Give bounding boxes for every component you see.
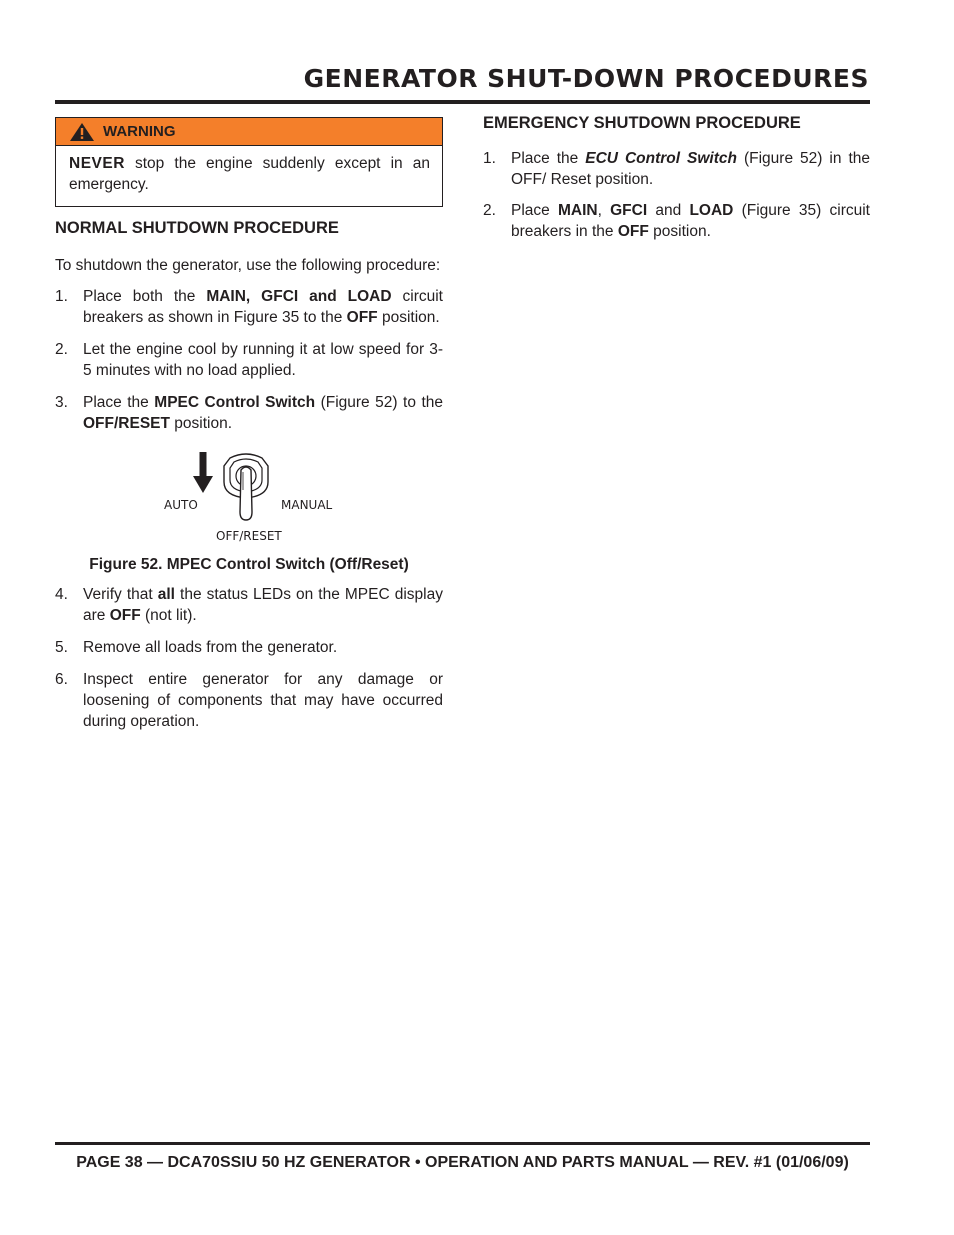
figure-label-auto: AUTO [164,498,198,512]
footer-rule [55,1142,870,1145]
normal-step-3: 3. Place the MPEC Control Switch (Figure 52) to the OFF/RESET position. [55,394,443,432]
normal-heading: NORMAL SHUTDOWN PROCEDURE [55,219,339,237]
toggle-switch-icon [220,452,272,524]
normal-step-4: 4. Verify that all the status LEDs on the MPEC display are OFF (not lit). [55,586,443,624]
warning-box [55,117,443,207]
figure-label-manual: MANUAL [281,498,333,512]
figure-caption: Figure 52. MPEC Control Switch (Off/Reset) [89,556,409,573]
title-rule [55,100,870,104]
figure-52 [55,452,443,552]
normal-step-5: 5. Remove all loads from the generator. [55,639,338,656]
normal-intro: To shutdown the generator, use the following procedure: [55,257,441,274]
left-column [55,117,443,732]
down-arrow-icon [193,452,213,494]
normal-step-1: 1. Place both the MAIN, GFCI and LOAD circuit breakers as shown in Figure 35 to the OFF position. [55,288,443,326]
warning-never: NEVER [69,155,125,172]
warning-label: WARNING [103,123,176,140]
warning-header [56,118,442,146]
normal-step-6: 6. Inspect entire generator for any damage or loosening of components that may have occurred during operation. [55,671,443,730]
emergency-heading: EMERGENCY SHUTDOWN PROCEDURE [483,114,801,132]
warning-rest: stop the engine suddenly except in an emergency. [69,155,430,193]
normal-step-2: 2. Let the engine cool by running it at low speed for 3-5 minutes with no load applied. [55,341,443,379]
emergency-step-1: 1. Place the ECU Control Switch (Figure 52) in the OFF/ Reset position. [483,150,870,188]
figure-label-off-reset: OFF/RESET [216,529,282,543]
page-footer: PAGE 38 — DCA70SSIU 50 HZ GENERATOR • OPERATION AND PARTS MANUAL — REV. #1 (01/06/09) [76,1154,849,1171]
emergency-step-2: 2. Place MAIN, GFCI and LOAD (Figure 35) circuit breakers in the OFF position. [483,202,870,240]
right-column [483,114,870,242]
warning-text [56,146,442,206]
warning-triangle-icon [69,122,95,142]
page-title: GENERATOR SHUT-DOWN PROCEDURES [303,64,869,93]
